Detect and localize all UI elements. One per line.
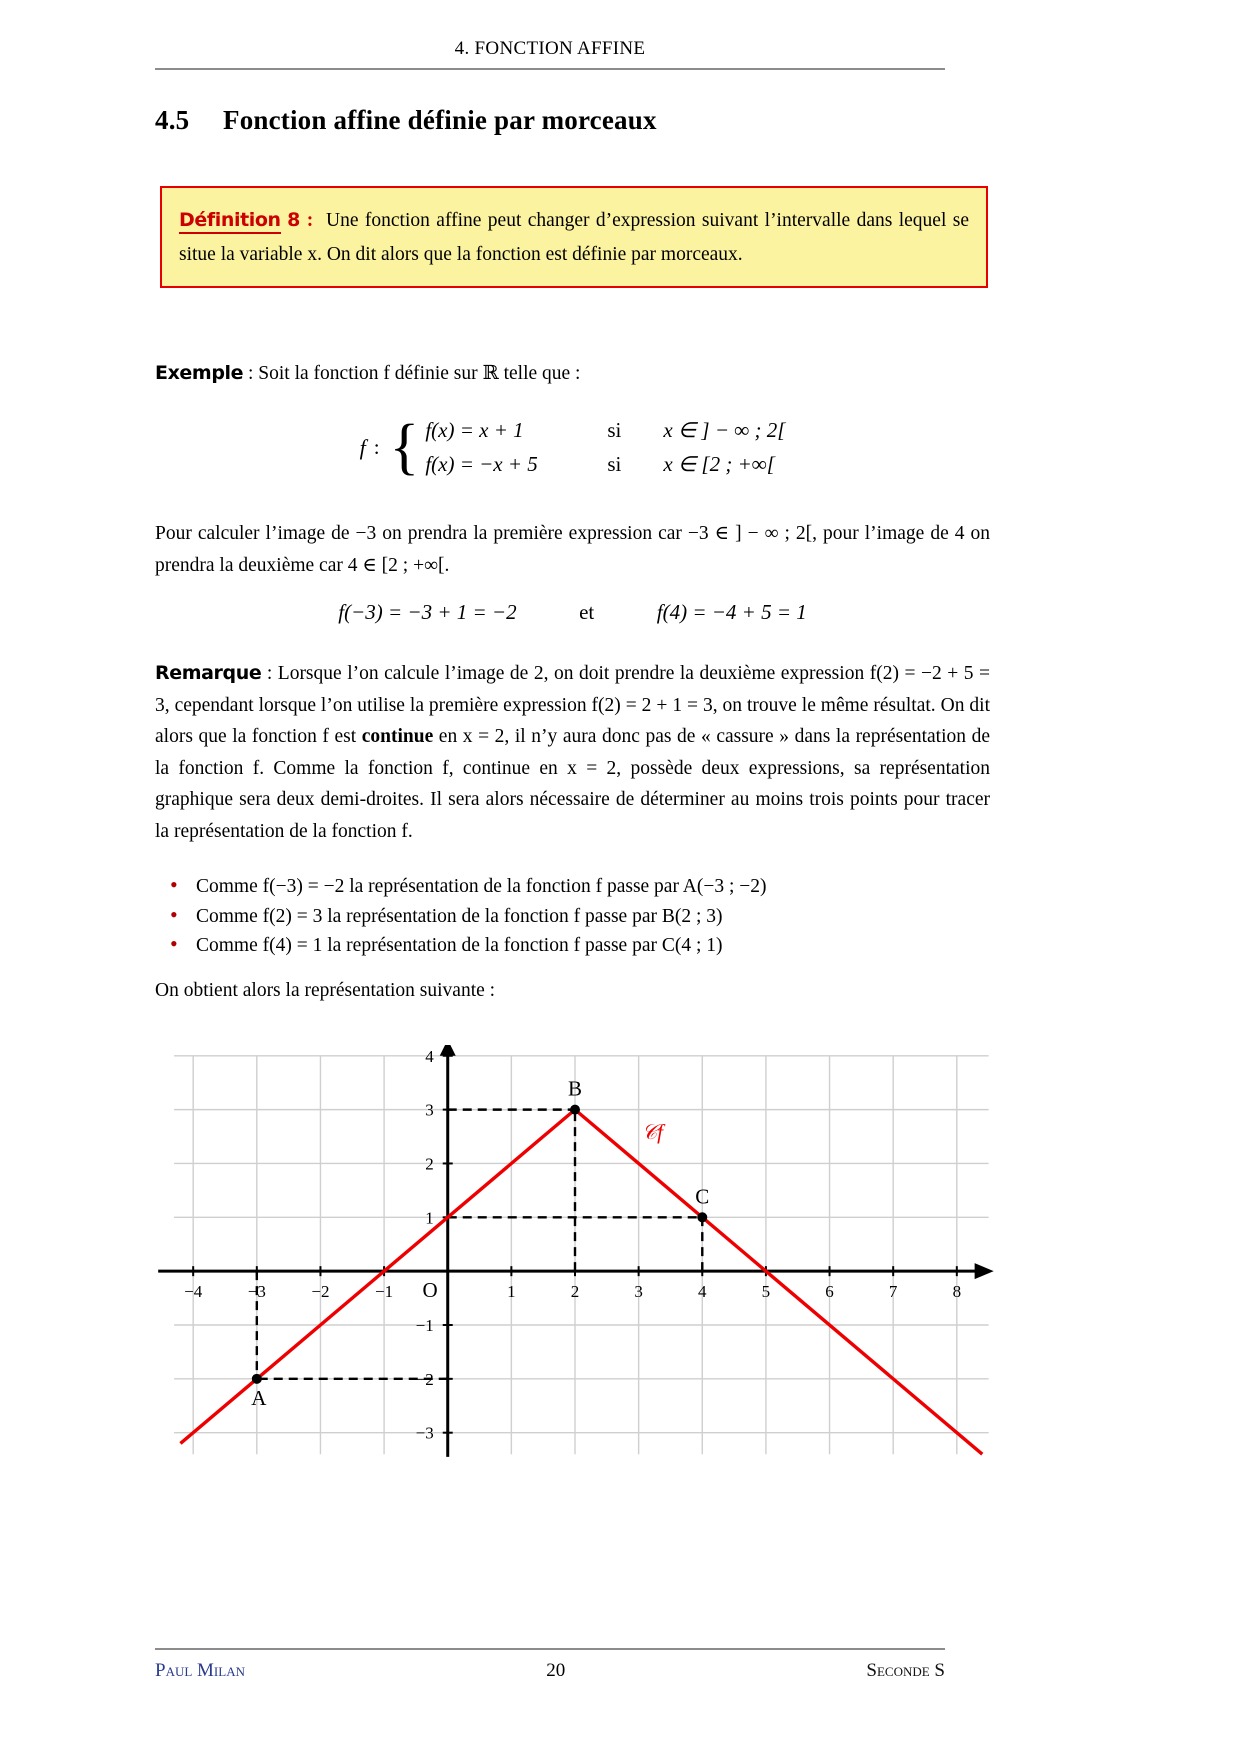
piecewise-condition: x ∈ ] − ∞ ; 2[ bbox=[663, 418, 786, 442]
definition-text: Une fonction affine peut changer d’expression suivant l’intervalle dans lequel se situe la variable x. On dit alors que la fonction est définie par morceaux. bbox=[179, 210, 970, 265]
piecewise-equation: f(x) = −x + 5 bbox=[425, 452, 538, 476]
x-axis-tick-label: 3 bbox=[634, 1282, 643, 1302]
x-axis-tick-label: −1 bbox=[375, 1282, 394, 1302]
y-axis-tick-label: 4 bbox=[425, 1046, 434, 1066]
y-axis-tick-label: −2 bbox=[415, 1369, 434, 1389]
example-colon: : bbox=[248, 363, 254, 384]
x-axis-tick-label: 2 bbox=[570, 1282, 580, 1302]
x-axis-tick-label: 5 bbox=[761, 1282, 771, 1302]
section-title-text: Fonction affine définie par morceaux bbox=[223, 105, 657, 135]
y-axis-arrowhead bbox=[440, 1045, 456, 1056]
piecewise-row bbox=[425, 452, 785, 477]
list-item-label: Comme f(−3) = −2 la représentation de la fonction f passe par A(−3 ; −2) bbox=[196, 876, 767, 897]
x-axis-tick-label: 4 bbox=[698, 1282, 707, 1302]
footer-page-number: 20 bbox=[546, 1660, 566, 1681]
remark-label: Remarque bbox=[155, 662, 262, 684]
piecewise-condition: x ∈ [2 ; +∞[ bbox=[663, 452, 775, 476]
header-rule bbox=[155, 68, 945, 70]
data-point-label: A bbox=[251, 1385, 267, 1410]
origin-label: O bbox=[422, 1278, 438, 1303]
definition-box bbox=[160, 186, 988, 288]
bullet-dot-icon: • bbox=[170, 872, 178, 897]
x-axis-tick-label: 8 bbox=[952, 1282, 962, 1302]
piecewise-row bbox=[425, 418, 785, 443]
data-point-label: B bbox=[567, 1076, 583, 1101]
image-paragraph: Pour calculer l’image de −3 on prendra la première expression car −3 ∈ ] − ∞ ; 2[, pour l’image de 4 on prendra la deuxième car 4 ∈ [2 ; +∞[. bbox=[155, 523, 990, 576]
list-item-label: Comme f(2) = 3 la représentation de la fonction f passe par B(2 ; 3) bbox=[196, 905, 723, 927]
data-point-label: C bbox=[695, 1184, 710, 1209]
computation-right: f(4) = −4 + 5 = 1 bbox=[656, 600, 807, 624]
closing-paragraph: On obtient alors la représentation suivante : bbox=[155, 980, 496, 1001]
function-graph bbox=[155, 1045, 995, 1465]
points-list bbox=[170, 872, 990, 961]
y-axis-tick-label: 2 bbox=[425, 1154, 434, 1174]
definition-label: Définition bbox=[179, 209, 281, 234]
piecewise-brace: { bbox=[389, 412, 420, 481]
y-axis-tick-label: 1 bbox=[425, 1208, 434, 1228]
y-axis-tick-label: −3 bbox=[415, 1423, 434, 1443]
piecewise-si: si bbox=[607, 452, 622, 476]
curve-segment bbox=[180, 1110, 575, 1444]
definition-number: 8 bbox=[287, 209, 301, 231]
list-item bbox=[170, 902, 990, 932]
footer-author: Paul Milan bbox=[155, 1660, 245, 1681]
computation-connector: et bbox=[579, 600, 595, 624]
remark-text: Lorsque l’on calcule l’image de 2, on doit prendre la deuxième expression f(2) = −2 + 5 = 3, cependant lorsque l’on utilise la première expression f(2) = 2 + 1 = 3, on trouve le même résultat. On dit alors que la fonction f est continue en x = 2, il n’y aura donc pas de « cassure » dans la représentation de la fonction f. Comme la fonction f, continue en x = 2, possède deux expressions, sa représentation graphique sera deux demi-droites. Il sera alors nécessaire de déterminer au moins trois points pour tracer la représentation de la fonction f. bbox=[155, 663, 990, 842]
x-axis-tick-label: 1 bbox=[507, 1282, 516, 1302]
list-item-label: Comme f(4) = 1 la représentation de la fonction f passe par C(4 ; 1) bbox=[196, 935, 723, 957]
footer-level: Seconde S bbox=[866, 1660, 945, 1681]
bullet-dot-icon: • bbox=[170, 931, 178, 957]
remark-bold-word: continue bbox=[361, 726, 434, 748]
x-axis-tick-label: −3 bbox=[247, 1282, 266, 1302]
computation-left: f(−3) = −3 + 1 = −2 bbox=[338, 600, 517, 624]
page-title bbox=[155, 105, 657, 136]
x-axis-arrowhead bbox=[975, 1263, 994, 1279]
page-footer bbox=[155, 1660, 945, 1682]
example-intro: Soit la fonction f définie sur ℝ telle que : bbox=[258, 363, 581, 384]
piecewise-function-name: f bbox=[359, 434, 366, 460]
bullet-dot-icon: • bbox=[170, 901, 178, 927]
computation-line bbox=[155, 600, 990, 625]
list-item bbox=[170, 931, 990, 961]
example-paragraph bbox=[155, 358, 990, 390]
example-label: Exemple bbox=[155, 362, 244, 384]
remark-colon: : bbox=[266, 663, 273, 684]
x-axis-tick-label: 7 bbox=[888, 1282, 898, 1302]
data-point-marker bbox=[570, 1105, 580, 1115]
data-point-marker bbox=[252, 1374, 262, 1384]
piecewise-equation: f(x) = x + 1 bbox=[425, 418, 524, 442]
running-head: 4. FONCTION AFFINE bbox=[454, 38, 646, 59]
x-axis-tick-label: 6 bbox=[825, 1282, 834, 1302]
section-number: 4.5 bbox=[155, 105, 190, 135]
piecewise-definition bbox=[155, 412, 990, 481]
remark-paragraph bbox=[155, 658, 990, 847]
data-point-marker bbox=[697, 1212, 707, 1222]
list-item bbox=[170, 872, 990, 902]
x-axis-tick-label: −4 bbox=[184, 1282, 203, 1302]
graph-svg bbox=[155, 1045, 995, 1465]
y-axis-tick-label: 3 bbox=[425, 1100, 434, 1120]
piecewise-colon: : bbox=[373, 435, 380, 459]
definition-colon: : bbox=[306, 210, 314, 231]
y-axis-tick-label: −1 bbox=[415, 1316, 434, 1335]
footer-rule bbox=[155, 1648, 945, 1650]
curve-label: 𝒞f bbox=[641, 1120, 663, 1145]
piecewise-si: si bbox=[607, 418, 622, 442]
piecewise-rows bbox=[425, 418, 785, 477]
x-axis-tick-label: −2 bbox=[311, 1282, 330, 1302]
